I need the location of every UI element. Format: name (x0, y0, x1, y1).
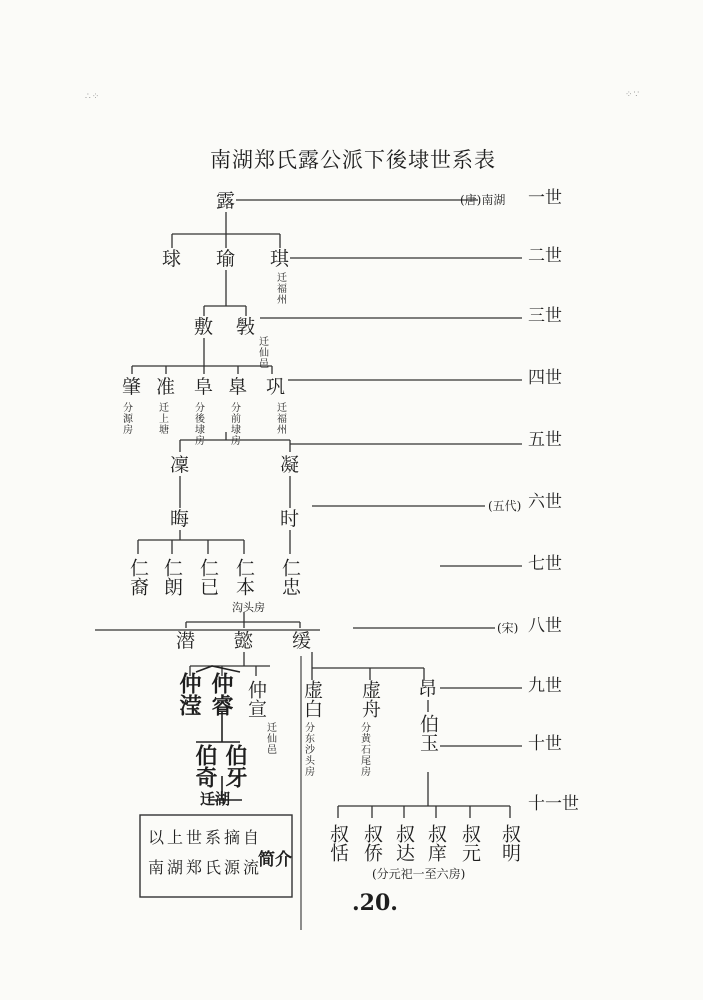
person-gong: 巩 (266, 376, 286, 398)
scan-speckle-left: ∴⁘ (85, 92, 101, 102)
person-xu-zhou: 虚舟 (359, 680, 381, 718)
person-lu: 露 (216, 190, 236, 212)
person-qian: 潜 (176, 630, 196, 652)
gen-label-10: 十世 (528, 734, 562, 754)
person-shu-qiao: 叔侨 (361, 824, 383, 862)
source-hand-addition: 简介 (258, 850, 292, 870)
person-xu-bai: 虚白 (301, 680, 323, 718)
hand-person-zhong-ying: 仲滢 (176, 672, 202, 716)
person-zhao: 肇 (122, 376, 142, 398)
person-ren-ben: 仁本 (233, 558, 255, 596)
person-ren-yi2: 仁已 (197, 558, 219, 596)
era-note-song: (宋) (497, 621, 519, 635)
person-xiao: 斅 (236, 316, 256, 338)
person-fu: 敷 (194, 316, 214, 338)
source-line-1: 以上世系摘自 (148, 828, 263, 847)
gen-label-3: 三世 (528, 306, 562, 326)
note-gong: 迁福州 (274, 402, 286, 435)
gen-label-8: 八世 (528, 616, 562, 636)
person-shu-yuan: 叔元 (459, 824, 481, 862)
person-zhun: 准 (156, 376, 176, 398)
note-fu2: 分後埭房 (192, 402, 204, 446)
hand-note-move: 迁湖 (200, 790, 231, 808)
person-ren-yi: 仁裔 (127, 558, 149, 596)
person-ang: 昂 (418, 678, 438, 700)
person-shu-xiang: 叔庠 (425, 824, 447, 862)
note-gao: 分前埭房 (228, 402, 240, 446)
person-huan: 缓 (292, 630, 312, 652)
era-note-tang: (唐)南湖 (460, 193, 506, 207)
person-shu-da: 叔达 (393, 824, 415, 862)
person-qiu: 球 (162, 248, 182, 270)
page-number: .20. (352, 890, 398, 916)
gen-label-1: 一世 (528, 188, 562, 208)
person-shu-ming: 叔明 (499, 824, 521, 862)
person-fu2: 阜 (194, 376, 214, 398)
person-ren-lang: 仁朗 (161, 558, 183, 596)
gen-label-11: 十一世 (528, 794, 579, 814)
person-bo-yu: 伯玉 (417, 714, 439, 752)
hand-person-bo-ya: 伯牙 (222, 744, 248, 788)
note-ren-ben: 沟头房 (232, 601, 265, 614)
note-qi-move: 迁福州 (274, 272, 286, 305)
gen-label-6: 六世 (528, 492, 562, 512)
person-yi: 懿 (234, 630, 254, 652)
person-qi: 琪 (270, 248, 290, 270)
person-hui: 晦 (170, 508, 190, 530)
note-zhong-xuan: 迁仙邑 (264, 722, 276, 755)
page-title: 南湖郑氏露公派下後埭世系表 (210, 148, 496, 172)
person-yu: 瑜 (216, 248, 236, 270)
person-shu-tian: 叔恬 (327, 824, 349, 862)
note-gen11-branches: (分元祀一至六房) (372, 867, 466, 881)
gen-label-5: 五世 (528, 430, 562, 450)
gen-label-7: 七世 (528, 554, 562, 574)
gen-label-4: 四世 (528, 368, 562, 388)
hand-person-bo-qi: 伯奇 (192, 744, 218, 788)
person-gao: 臯 (228, 376, 248, 398)
note-xiao-move: 迁仙邑 (256, 336, 268, 369)
person-lin: 凜 (170, 454, 190, 476)
note-zhun: 迁上塘 (156, 402, 168, 435)
note-xu-bai: 分东沙头房 (302, 722, 314, 777)
person-zhong-xuan: 仲宣 (245, 680, 267, 718)
person-ren-zhong: 仁忠 (279, 558, 301, 596)
person-ning: 凝 (280, 454, 300, 476)
note-zhao: 分源房 (120, 402, 132, 435)
scan-speckle-right: ⁘∵ (625, 90, 641, 100)
hand-person-zhong-rui: 仲睿 (208, 672, 234, 716)
gen-label-2: 二世 (528, 246, 562, 266)
source-line-2: 南湖郑氏源流 (148, 858, 263, 877)
person-shi: 时 (280, 508, 300, 530)
gen-label-9: 九世 (528, 676, 562, 696)
era-note-five-dynasties: (五代) (488, 499, 522, 513)
note-xu-zhou: 分黄石尾房 (358, 722, 370, 777)
